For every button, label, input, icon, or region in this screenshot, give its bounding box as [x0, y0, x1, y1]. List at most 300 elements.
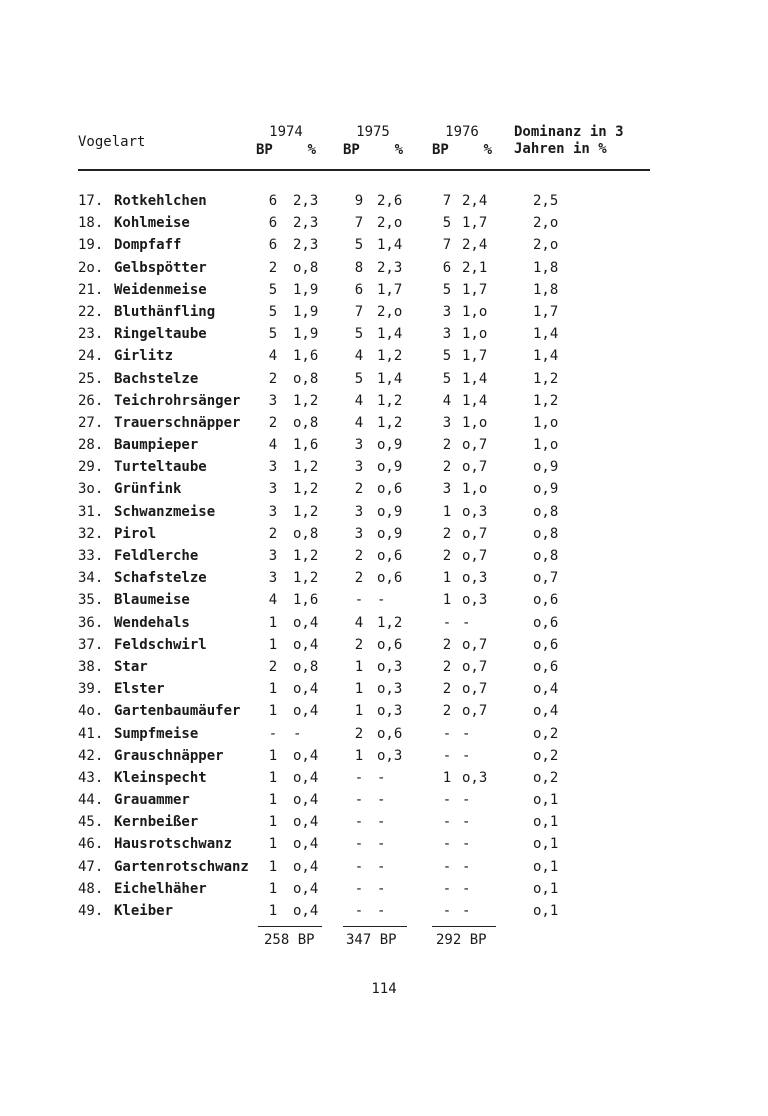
- dominance-value: o,4: [533, 681, 559, 698]
- percent-1976: -: [462, 747, 471, 764]
- species-name: Gartenrotschwanz: [114, 858, 249, 875]
- species-name: Trauerschnäpper: [114, 414, 241, 431]
- percent-1975: o,9: [377, 459, 403, 476]
- percent-1975: 2,6: [377, 193, 403, 209]
- species-name: Star: [114, 658, 148, 675]
- breeding-pairs-1974: 3: [268, 481, 278, 498]
- breeding-pairs-1974: 4: [268, 437, 278, 454]
- row-number: 32.: [78, 525, 104, 542]
- row-number: 4o.: [78, 703, 104, 720]
- percent-1975: o,9: [377, 503, 403, 520]
- total-rule-1975: [343, 926, 407, 927]
- species-name: Gartenbaumäufer: [114, 703, 241, 720]
- percent-label: %: [394, 142, 403, 158]
- table-row: [0, 678, 768, 700]
- percent-1975: -: [377, 592, 386, 609]
- breeding-pairs-1974: 1: [268, 703, 278, 720]
- percent-1975: o,6: [377, 636, 403, 653]
- table-row: [0, 900, 768, 922]
- breeding-pairs-1976: 1: [442, 769, 452, 786]
- breeding-pairs-1976: -: [442, 792, 452, 809]
- percent-1974: 1,9: [293, 303, 319, 320]
- breeding-pairs-1975: -: [354, 880, 364, 897]
- breeding-pairs-1975: -: [354, 858, 364, 875]
- breeding-pairs-1975: -: [354, 814, 364, 831]
- table-row: [0, 501, 768, 523]
- percent-1975: o,6: [377, 725, 403, 742]
- breeding-pairs-1975: 2: [354, 570, 364, 587]
- row-number: 22.: [78, 303, 104, 320]
- breeding-pairs-1976: 5: [442, 370, 452, 387]
- percent-1976: o,7: [462, 459, 488, 476]
- percent-1976: 2,4: [462, 193, 488, 209]
- total-1974: 258 BP: [264, 932, 315, 948]
- percent-1976: -: [462, 880, 471, 897]
- percent-1975: 1,2: [377, 414, 403, 431]
- breeding-pairs-1976: -: [442, 614, 452, 631]
- breeding-pairs-1976: 2: [442, 525, 452, 542]
- percent-1976: 2,4: [462, 237, 488, 254]
- species-name: Pirol: [114, 525, 157, 542]
- breeding-pairs-1975: 7: [354, 303, 364, 320]
- percent-1976: -: [462, 725, 471, 742]
- breeding-pairs-1974: 6: [268, 193, 278, 209]
- dominance-value: o,2: [533, 725, 559, 742]
- species-name: Baumpieper: [114, 437, 199, 454]
- breeding-pairs-1975: 6: [354, 281, 364, 298]
- percent-1976: 1,7: [462, 348, 488, 365]
- breeding-pairs-1975: 7: [354, 215, 364, 232]
- breeding-pairs-1976: 5: [442, 281, 452, 298]
- percent-1974: 1,6: [293, 348, 319, 365]
- breeding-pairs-1975: -: [354, 792, 364, 809]
- breeding-pairs-1974: 4: [268, 592, 278, 609]
- table-row: [0, 345, 768, 367]
- percent-1974: o,4: [293, 858, 319, 875]
- breeding-pairs-1974: 1: [268, 814, 278, 831]
- header-divider: [78, 169, 650, 171]
- table-row: [0, 412, 768, 434]
- percent-1974: 1,2: [293, 392, 319, 409]
- breeding-pairs-1975: -: [354, 903, 364, 919]
- breeding-pairs-1974: 3: [268, 459, 278, 476]
- species-name: Bluthänfling: [114, 303, 216, 320]
- table-row: [0, 789, 768, 811]
- percent-1976: 1,o: [462, 303, 488, 320]
- row-number: 28.: [78, 437, 104, 454]
- row-number: 29.: [78, 459, 104, 476]
- percent-1974: o,8: [293, 525, 319, 542]
- table-row: [0, 456, 768, 478]
- percent-1976: o,3: [462, 503, 488, 520]
- percent-1974: o,4: [293, 792, 319, 809]
- breeding-pairs-1976: 3: [442, 326, 452, 343]
- table-row: [0, 279, 768, 301]
- breeding-pairs-1975: 4: [354, 414, 364, 431]
- percent-1974: 1,9: [293, 281, 319, 298]
- dominance-value: o,1: [533, 858, 559, 875]
- percent-1974: -: [293, 725, 302, 742]
- breeding-pairs-1975: 4: [354, 348, 364, 365]
- breeding-pairs-1976: 2: [442, 658, 452, 675]
- species-table-body: [0, 190, 768, 922]
- species-name: Hausrotschwanz: [114, 836, 233, 853]
- percent-1976: -: [462, 614, 471, 631]
- row-number: 23.: [78, 326, 104, 343]
- percent-1976: -: [462, 814, 471, 831]
- percent-1974: 1,6: [293, 592, 319, 609]
- dominance-value: o,9: [533, 459, 559, 476]
- row-number: 42.: [78, 747, 104, 764]
- breeding-pairs-1975: 3: [354, 525, 364, 542]
- species-name: Ringeltaube: [114, 326, 207, 343]
- species-name: Elster: [114, 681, 165, 698]
- row-number: 36.: [78, 614, 104, 631]
- row-number: 24.: [78, 348, 104, 365]
- row-number: 33.: [78, 548, 104, 564]
- table-row: [0, 301, 768, 323]
- breeding-pairs-1974: 2: [268, 525, 278, 542]
- species-name: Schafstelze: [114, 570, 207, 587]
- percent-1974: o,8: [293, 370, 319, 387]
- percent-1976: 1,4: [462, 392, 488, 409]
- row-number: 25.: [78, 370, 104, 387]
- dominance-value: 1,2: [533, 392, 559, 409]
- dominance-header: [514, 124, 624, 158]
- row-number: 34.: [78, 570, 104, 587]
- dominance-value: o,2: [533, 747, 559, 764]
- species-name: Bachstelze: [114, 370, 199, 387]
- breeding-pairs-1976: -: [442, 814, 452, 831]
- subheader-1976: [432, 142, 492, 158]
- row-number: 47.: [78, 858, 104, 875]
- species-name: Grünfink: [114, 481, 182, 498]
- row-number: 38.: [78, 658, 104, 675]
- dominance-value: 1,o: [533, 414, 559, 431]
- breeding-pairs-1974: 5: [268, 303, 278, 320]
- breeding-pairs-1974: 1: [268, 836, 278, 853]
- year-header-1974: 1974: [269, 124, 303, 140]
- breeding-pairs-1974: 1: [268, 880, 278, 897]
- percent-1975: -: [377, 769, 386, 786]
- species-name: Feldlerche: [114, 548, 199, 564]
- percent-1976: 1,7: [462, 281, 488, 298]
- percent-1974: 1,6: [293, 437, 319, 454]
- row-number: 26.: [78, 392, 104, 409]
- breeding-pairs-1976: 7: [442, 193, 452, 209]
- dominance-value: 1,2: [533, 370, 559, 387]
- table-row: [0, 656, 768, 678]
- dominance-value: 2,5: [533, 193, 559, 209]
- percent-1975: -: [377, 880, 386, 897]
- year-header-1976: 1976: [445, 124, 479, 140]
- table-row: [0, 833, 768, 855]
- table-row: [0, 190, 768, 212]
- row-number: 48.: [78, 880, 104, 897]
- percent-1975: o,3: [377, 658, 403, 675]
- species-name: Teichrohrsänger: [114, 392, 241, 409]
- row-number: 35.: [78, 592, 104, 609]
- table-row: [0, 878, 768, 900]
- percent-1976: o,7: [462, 703, 488, 720]
- species-name: Schwanzmeise: [114, 503, 216, 520]
- breeding-pairs-1975: 5: [354, 326, 364, 343]
- dominance-value: 1,7: [533, 303, 559, 320]
- breeding-pairs-1976: 2: [442, 548, 452, 564]
- table-row: [0, 567, 768, 589]
- percent-1974: 1,2: [293, 548, 319, 564]
- percent-1975: 1,4: [377, 237, 403, 254]
- percent-1975: 2,o: [377, 215, 403, 232]
- percent-1976: 1,4: [462, 370, 488, 387]
- percent-1976: o,7: [462, 525, 488, 542]
- breeding-pairs-1975: 3: [354, 459, 364, 476]
- table-row: [0, 856, 768, 878]
- breeding-pairs-1976: 3: [442, 481, 452, 498]
- percent-1974: o,4: [293, 836, 319, 853]
- table-row: [0, 478, 768, 500]
- breeding-pairs-1975: 1: [354, 658, 364, 675]
- dominance-header-line2: Jahren in %: [514, 141, 607, 157]
- breeding-pairs-1975: 5: [354, 237, 364, 254]
- dominance-value: 1,o: [533, 437, 559, 454]
- breeding-pairs-1974: -: [268, 725, 278, 742]
- percent-1974: 2,3: [293, 193, 319, 209]
- dominance-value: o,6: [533, 614, 559, 631]
- breeding-pairs-1976: 5: [442, 215, 452, 232]
- percent-1976: -: [462, 858, 471, 875]
- breeding-pairs-1974: 1: [268, 614, 278, 631]
- breeding-pairs-1976: 6: [442, 259, 452, 276]
- breeding-pairs-1974: 6: [268, 215, 278, 232]
- table-row: [0, 257, 768, 279]
- percent-1974: o,4: [293, 903, 319, 919]
- dominance-value: o,1: [533, 903, 559, 919]
- breeding-pairs-1975: 4: [354, 614, 364, 631]
- breeding-pairs-1975: 4: [354, 392, 364, 409]
- percent-1976: o,3: [462, 769, 488, 786]
- breeding-pairs-1975: 5: [354, 370, 364, 387]
- percent-1976: o,7: [462, 437, 488, 454]
- percent-1975: 2,3: [377, 259, 403, 276]
- percent-1975: o,9: [377, 437, 403, 454]
- species-name: Kernbeißer: [114, 814, 199, 831]
- percent-1976: o,7: [462, 636, 488, 653]
- bp-label: BP: [256, 142, 273, 158]
- percent-1976: o,7: [462, 548, 488, 564]
- percent-1976: -: [462, 792, 471, 809]
- breeding-pairs-1976: 3: [442, 303, 452, 320]
- percent-1974: o,4: [293, 614, 319, 631]
- percent-1976: 1,o: [462, 414, 488, 431]
- year-header-1975: 1975: [356, 124, 390, 140]
- breeding-pairs-1976: -: [442, 858, 452, 875]
- species-name: Blaumeise: [114, 592, 190, 609]
- dominance-value: 1,8: [533, 281, 559, 298]
- percent-1974: o,8: [293, 414, 319, 431]
- species-name: Sumpfmeise: [114, 725, 199, 742]
- breeding-pairs-1976: 2: [442, 636, 452, 653]
- percent-1975: o,6: [377, 570, 403, 587]
- percent-1975: 1,7: [377, 281, 403, 298]
- percent-1974: o,4: [293, 636, 319, 653]
- breeding-pairs-1974: 3: [268, 570, 278, 587]
- row-number: 27.: [78, 414, 104, 431]
- row-number: 18.: [78, 215, 104, 232]
- breeding-pairs-1974: 1: [268, 792, 278, 809]
- percent-1975: o,6: [377, 481, 403, 498]
- percent-1974: o,4: [293, 769, 319, 786]
- percent-1974: o,4: [293, 681, 319, 698]
- dominance-value: o,1: [533, 814, 559, 831]
- table-row: [0, 767, 768, 789]
- species-name: Kleinspecht: [114, 769, 207, 786]
- species-name: Feldschwirl: [114, 636, 207, 653]
- row-number: 2o.: [78, 259, 104, 276]
- percent-1975: -: [377, 903, 386, 919]
- breeding-pairs-1975: 1: [354, 681, 364, 698]
- breeding-pairs-1974: 1: [268, 747, 278, 764]
- dominance-value: 2,o: [533, 215, 559, 232]
- breeding-pairs-1974: 1: [268, 681, 278, 698]
- percent-1974: o,4: [293, 880, 319, 897]
- table-row: [0, 390, 768, 412]
- dominance-value: 1,8: [533, 259, 559, 276]
- percent-1974: o,8: [293, 259, 319, 276]
- percent-1975: 2,o: [377, 303, 403, 320]
- percent-1975: -: [377, 814, 386, 831]
- species-column-header: Vogelart: [78, 134, 146, 150]
- table-row: [0, 434, 768, 456]
- row-number: 3o.: [78, 481, 104, 498]
- species-name: Dompfaff: [114, 237, 182, 254]
- species-name: Wendehals: [114, 614, 190, 631]
- percent-1976: o,3: [462, 592, 488, 609]
- percent-1976: o,7: [462, 658, 488, 675]
- breeding-pairs-1974: 6: [268, 237, 278, 254]
- percent-1975: o,3: [377, 703, 403, 720]
- breeding-pairs-1974: 1: [268, 769, 278, 786]
- dominance-value: 2,o: [533, 237, 559, 254]
- percent-1976: 1,o: [462, 326, 488, 343]
- breeding-pairs-1976: 2: [442, 703, 452, 720]
- breeding-pairs-1975: 2: [354, 725, 364, 742]
- breeding-pairs-1975: 2: [354, 636, 364, 653]
- percent-label: %: [307, 142, 316, 158]
- breeding-pairs-1975: -: [354, 836, 364, 853]
- percent-1975: 1,2: [377, 614, 403, 631]
- dominance-value: o,6: [533, 636, 559, 653]
- percent-1975: o,3: [377, 747, 403, 764]
- species-name: Kleiber: [114, 903, 174, 919]
- breeding-pairs-1974: 1: [268, 636, 278, 653]
- percent-1976: o,7: [462, 681, 488, 698]
- percent-1975: 1,2: [377, 392, 403, 409]
- species-name: Rotkehlchen: [114, 193, 207, 209]
- species-name: Kohlmeise: [114, 215, 190, 232]
- percent-1976: -: [462, 903, 471, 919]
- row-number: 46.: [78, 836, 104, 853]
- row-number: 45.: [78, 814, 104, 831]
- row-number: 41.: [78, 725, 104, 742]
- species-name: Gelbspötter: [114, 259, 207, 276]
- breeding-pairs-1975: 1: [354, 747, 364, 764]
- percent-1976: 1,o: [462, 481, 488, 498]
- percent-1975: -: [377, 836, 386, 853]
- percent-1974: o,4: [293, 814, 319, 831]
- breeding-pairs-1974: 4: [268, 348, 278, 365]
- table-row: [0, 323, 768, 345]
- percent-1975: o,9: [377, 525, 403, 542]
- dominance-value: 1,4: [533, 348, 559, 365]
- breeding-pairs-1974: 3: [268, 548, 278, 564]
- breeding-pairs-1975: 8: [354, 259, 364, 276]
- subheader-1975: [343, 142, 403, 158]
- breeding-pairs-1976: 5: [442, 348, 452, 365]
- breeding-pairs-1975: -: [354, 592, 364, 609]
- breeding-pairs-1974: 1: [268, 903, 278, 919]
- breeding-pairs-1976: 4: [442, 392, 452, 409]
- row-number: 37.: [78, 636, 104, 653]
- total-1975: 347 BP: [346, 932, 397, 948]
- breeding-pairs-1976: -: [442, 836, 452, 853]
- breeding-pairs-1974: 5: [268, 326, 278, 343]
- breeding-pairs-1976: 1: [442, 503, 452, 520]
- breeding-pairs-1974: 3: [268, 392, 278, 409]
- breeding-pairs-1976: 2: [442, 437, 452, 454]
- percent-1975: o,6: [377, 548, 403, 564]
- percent-1974: o,4: [293, 747, 319, 764]
- breeding-pairs-1974: 2: [268, 414, 278, 431]
- species-name: Girlitz: [114, 348, 174, 365]
- breeding-pairs-1974: 2: [268, 259, 278, 276]
- breeding-pairs-1976: 3: [442, 414, 452, 431]
- percent-1975: -: [377, 858, 386, 875]
- table-row: [0, 368, 768, 390]
- breeding-pairs-1975: 1: [354, 703, 364, 720]
- breeding-pairs-1976: 2: [442, 681, 452, 698]
- table-row: [0, 523, 768, 545]
- percent-1976: 2,1: [462, 259, 488, 276]
- table-row: [0, 700, 768, 722]
- dominance-value: o,6: [533, 658, 559, 675]
- percent-1975: o,3: [377, 681, 403, 698]
- dominance-value: o,1: [533, 836, 559, 853]
- percent-1975: -: [377, 792, 386, 809]
- percent-label: %: [483, 142, 492, 158]
- breeding-pairs-1976: -: [442, 880, 452, 897]
- bp-label: BP: [343, 142, 360, 158]
- dominance-value: 1,4: [533, 326, 559, 343]
- percent-1974: 2,3: [293, 237, 319, 254]
- subheader-1974: [256, 142, 316, 158]
- row-number: 19.: [78, 237, 104, 254]
- dominance-value: o,8: [533, 548, 559, 564]
- total-rule-1974: [258, 926, 322, 927]
- percent-1974: o,8: [293, 658, 319, 675]
- percent-1974: 1,2: [293, 481, 319, 498]
- table-row: [0, 811, 768, 833]
- breeding-pairs-1975: 2: [354, 481, 364, 498]
- breeding-pairs-1975: -: [354, 769, 364, 786]
- table-row: [0, 745, 768, 767]
- row-number: 31.: [78, 503, 104, 520]
- dominance-value: o,8: [533, 525, 559, 542]
- dominance-value: o,2: [533, 769, 559, 786]
- breeding-pairs-1976: 7: [442, 237, 452, 254]
- species-name: Grauammer: [114, 792, 190, 809]
- percent-1976: 1,7: [462, 215, 488, 232]
